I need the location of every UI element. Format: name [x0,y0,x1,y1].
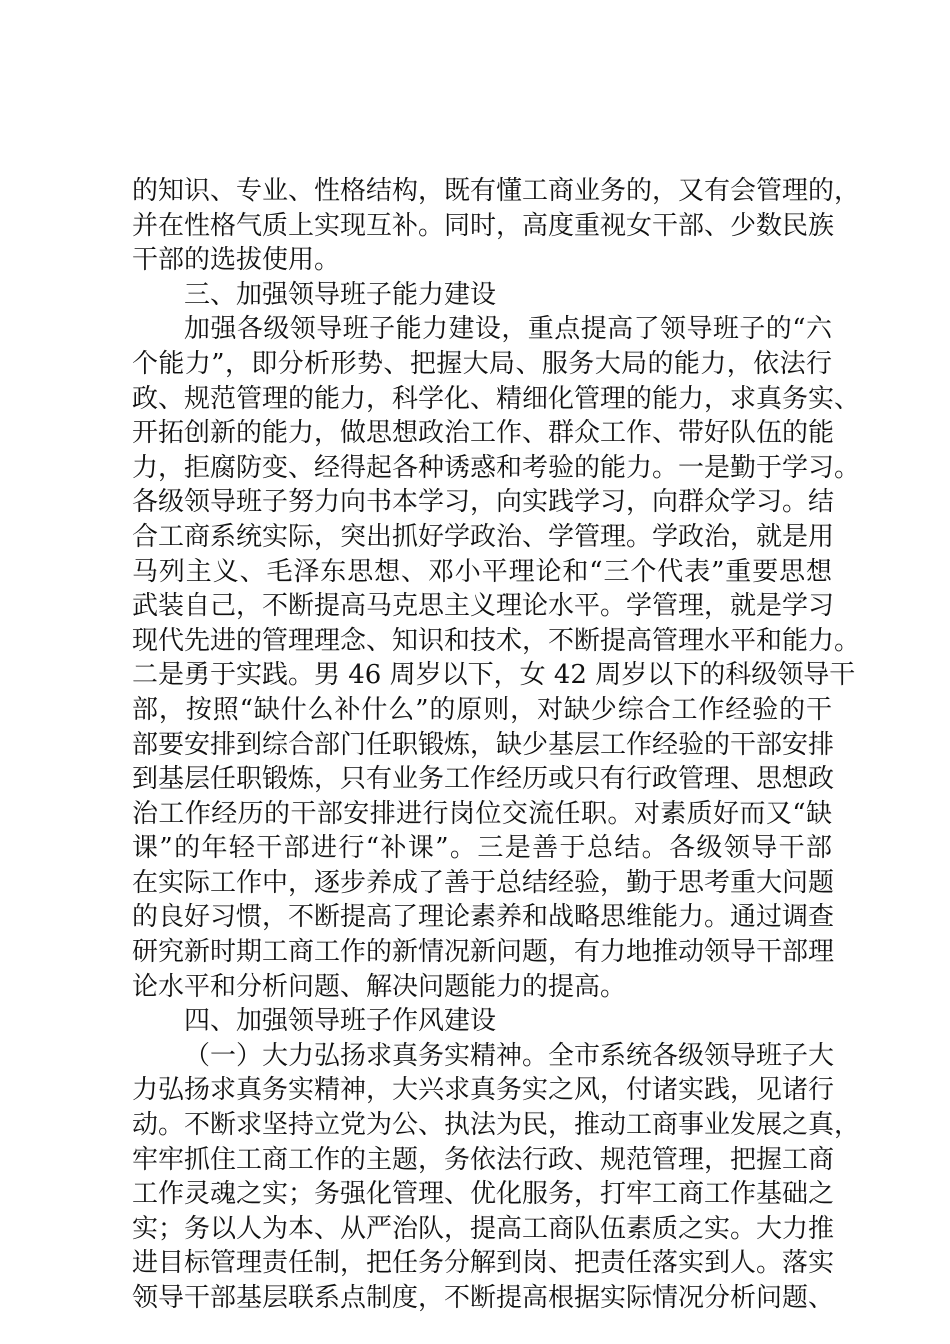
text-line: 并在性格气质上实现互补。同时，高度重视女干部、少数民族 [132,210,835,241]
text-line: 的良好习惯，不断提高了理论素养和战略思维能力。通过调查 [132,902,835,933]
text-line: 各级领导班子努力向书本学习，向实践学习，向群众学习。结 [132,487,835,518]
text-line: 动。不断求坚持立党为公、执法为民，推动工商事业发展之真， [132,1110,861,1141]
text-line: 干部的选拔使用。 [132,245,341,276]
text-line: 现代先进的管理理念、知识和技术，不断提高管理水平和能力。 [132,625,861,656]
text-line: 课”的年轻干部进行“补课”。三是善于总结。各级领导干部 [132,833,832,864]
text-line: 马列主义、毛泽东思想、邓小平理论和“三个代表”重要思想 [132,556,832,587]
text-line: 进目标管理责任制，把任务分解到岗、把责任落实到人。落实 [132,1248,835,1279]
text-line: 三、加强领导班子能力建设 [184,279,497,310]
text-line: 牢牢抓住工商工作的主题，务依法行政、规范管理，把握工商 [132,1144,835,1175]
text-line: 到基层任职锻炼，只有业务工作经历或只有行政管理、思想政 [132,764,835,795]
text-line: 治工作经历的干部安排进行岗位交流任职。对素质好而又“缺 [132,798,832,829]
text-line: 合工商系统实际，突出抓好学政治、学管理。学政治，就是用 [132,521,835,552]
text-line: 二是勇于实践。男 46 周岁以下，女 42 周岁以下的科级领导干 [132,660,856,691]
text-line: 个能力”，即分析形势、把握大局、服务大局的能力，依法行 [132,348,832,379]
document-body [132,174,861,1316]
text-line: 在实际工作中，逐步养成了善于总结经验，勤于思考重大问题 [132,867,835,898]
text-line: 政、规范管理的能力，科学化、精细化管理的能力，求真务实、 [132,383,861,414]
text-line: 论水平和分析问题、解决问题能力的提高。 [132,971,627,1002]
text-line: 领导干部基层联系点制度，不断提高根据实际情况分析问题、 [132,1283,835,1313]
text-line: 部，按照“缺什么补什么”的原则，对缺少综合工作经验的干 [132,694,832,725]
text-line: 力弘扬求真务实精神，大兴求真务实之风，付诸实践，见诸行 [132,1075,835,1106]
text-line: 研究新时期工商工作的新情况新问题，有力地推动领导干部理 [132,937,835,968]
text-line: 的知识、专业、性格结构，既有懂工商业务的，又有会管理的， [132,176,861,206]
text-line: 工作灵魂之实；务强化管理、优化服务，打牢工商工作基础之 [132,1179,835,1210]
text-line: 实；务以人为本、从严治队，提高工商队伍素质之实。大力推 [132,1213,835,1244]
text-line: （一）大力弘扬求真务实精神。全市系统各级领导班子大 [184,1040,835,1071]
text-line: 力，拒腐防变、经得起各种诱惑和考验的能力。一是勤于学习。 [132,452,861,483]
text-line: 武装自己，不断提高马克思主义理论水平。学管理，就是学习 [132,591,835,622]
text-line: 加强各级领导班子能力建设，重点提高了领导班子的“六 [184,314,832,345]
text-line: 四、加强领导班子作风建设 [184,1006,497,1037]
text-line: 开拓创新的能力，做思想政治工作、群众工作、带好队伍的能 [132,418,835,449]
text-line: 部要安排到综合部门任职锻炼，缺少基层工作经验的干部安排 [132,729,835,760]
